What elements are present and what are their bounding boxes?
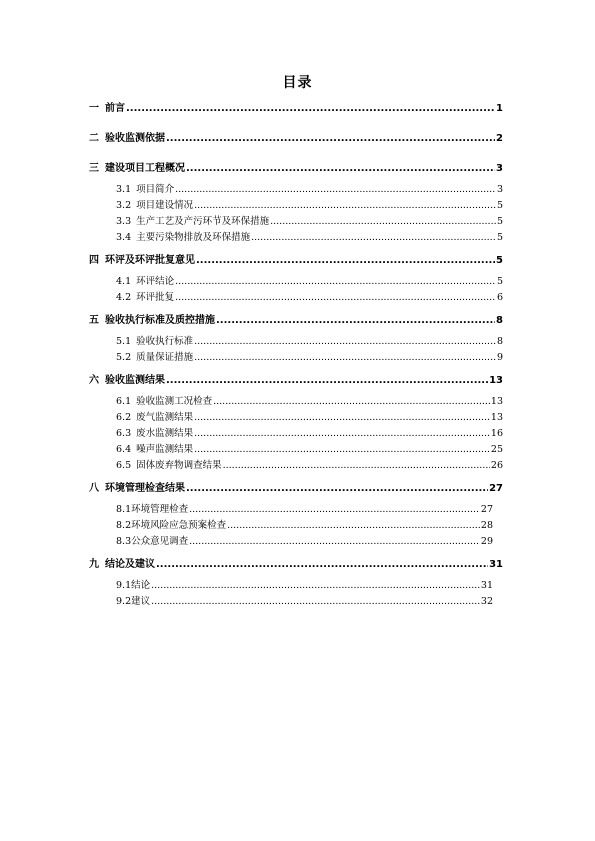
toc-entry[interactable] bbox=[116, 501, 493, 515]
toc-entry-number: 八 bbox=[89, 483, 99, 494]
toc-entry-number: 3.3 bbox=[116, 216, 132, 227]
dot-leader bbox=[194, 336, 496, 347]
dot-leader bbox=[186, 483, 488, 494]
toc-entry-number: 3.1 bbox=[116, 184, 132, 195]
toc-entry-number: 4.2 bbox=[116, 292, 132, 303]
toc-entry[interactable] bbox=[116, 229, 503, 243]
toc-entry-label: 生产工艺及产污环节及环保措施 bbox=[136, 216, 270, 227]
toc-entry-page-number: 29 bbox=[480, 536, 493, 547]
dot-leader bbox=[189, 536, 480, 547]
toc-entry-number: 二 bbox=[89, 133, 99, 144]
toc-entry-page-number: 3 bbox=[496, 163, 503, 174]
toc-entry-label: 验收监测结果 bbox=[105, 375, 165, 386]
dot-leader bbox=[166, 375, 488, 386]
dot-leader bbox=[175, 184, 496, 195]
toc-entry-page-number: 5 bbox=[496, 255, 503, 266]
toc-entry-number: 4.1 bbox=[116, 276, 132, 287]
toc-entry-label: 验收监测工况检查 bbox=[136, 396, 213, 407]
dot-leader bbox=[213, 396, 490, 407]
toc-entry-number: 8.1 bbox=[116, 504, 132, 515]
toc-entry-label: 项目建设情况 bbox=[136, 200, 194, 211]
toc-entry-label: 验收监测依据 bbox=[105, 133, 165, 144]
toc-entry-label: 固体废弃物调查结果 bbox=[136, 460, 222, 471]
toc-entry-label: 结论及建议 bbox=[105, 559, 155, 570]
dot-leader bbox=[251, 232, 496, 243]
toc-entry-label: 主要污染物排放及环保措施 bbox=[136, 232, 251, 243]
toc-entry[interactable] bbox=[89, 371, 503, 386]
toc-entry[interactable] bbox=[116, 425, 503, 439]
toc-entry-page-number: 27 bbox=[480, 504, 493, 515]
toc-entry-label: 噪声监测结果 bbox=[136, 444, 194, 455]
toc-entry-label: 公众意见调查 bbox=[131, 536, 189, 547]
dot-leader bbox=[196, 255, 495, 266]
dot-leader bbox=[166, 133, 495, 144]
dot-leader bbox=[186, 163, 495, 174]
toc-entry-label: 质量保证措施 bbox=[136, 352, 194, 363]
toc-entry-label: 环评结论 bbox=[136, 276, 175, 287]
toc-entry-page-number: 5 bbox=[496, 232, 503, 243]
dot-leader bbox=[156, 559, 488, 570]
toc-entry[interactable] bbox=[89, 251, 503, 266]
toc-entry-label: 建议 bbox=[131, 596, 151, 607]
toc-entry-page-number: 5 bbox=[496, 276, 503, 287]
toc-entry[interactable] bbox=[89, 159, 503, 174]
toc-entry-number: 3.2 bbox=[116, 200, 132, 211]
toc-entry-page-number: 16 bbox=[490, 428, 503, 439]
toc-entry-page-number: 32 bbox=[480, 596, 493, 607]
page-title: 目录 bbox=[282, 75, 313, 91]
dot-leader bbox=[194, 444, 490, 455]
toc-entry-page-number: 8 bbox=[496, 315, 503, 326]
toc-entry[interactable] bbox=[116, 333, 503, 347]
toc-entry-page-number: 28 bbox=[480, 520, 493, 531]
toc-entry-label: 项目简介 bbox=[136, 184, 175, 195]
toc-entry[interactable] bbox=[116, 441, 503, 455]
toc-entry-label: 环评批复 bbox=[136, 292, 175, 303]
toc-entry-number: 3.4 bbox=[116, 232, 132, 243]
toc-entry-number: 六 bbox=[89, 375, 99, 386]
dot-leader bbox=[227, 520, 480, 531]
toc-entry-number: 6.2 bbox=[116, 412, 132, 423]
toc-entry-number: 9.1 bbox=[116, 580, 132, 591]
toc-entry[interactable] bbox=[89, 311, 503, 326]
toc-entry[interactable] bbox=[116, 409, 503, 423]
toc-entry[interactable] bbox=[116, 213, 503, 227]
dot-leader bbox=[194, 412, 490, 423]
toc-entry[interactable] bbox=[116, 517, 493, 531]
dot-leader bbox=[175, 292, 496, 303]
toc-entry[interactable] bbox=[116, 349, 503, 363]
toc-entry[interactable] bbox=[116, 457, 503, 471]
toc-entry-page-number: 9 bbox=[496, 352, 503, 363]
toc-entry-number: 一 bbox=[89, 103, 99, 114]
toc-entry-page-number: 3 bbox=[496, 184, 503, 195]
dot-leader bbox=[216, 315, 495, 326]
dot-leader bbox=[194, 200, 496, 211]
toc-entry-label: 废水监测结果 bbox=[136, 428, 194, 439]
toc-entry[interactable] bbox=[89, 99, 503, 114]
toc-entry-page-number: 13 bbox=[490, 412, 503, 423]
dot-leader bbox=[194, 428, 490, 439]
toc-entry-number: 8.3 bbox=[116, 536, 132, 547]
toc-entry-page-number: 31 bbox=[480, 580, 493, 591]
toc-entry-number: 9.2 bbox=[116, 596, 132, 607]
toc-entry-page-number: 6 bbox=[496, 292, 503, 303]
toc-entry-label: 验收执行标准 bbox=[136, 336, 194, 347]
toc-entry[interactable] bbox=[116, 533, 493, 547]
toc-entry-number: 5.1 bbox=[116, 336, 132, 347]
dot-leader bbox=[194, 352, 496, 363]
toc-entry[interactable] bbox=[116, 197, 503, 211]
toc-entry[interactable] bbox=[116, 577, 493, 591]
toc-entry-number: 五 bbox=[89, 315, 99, 326]
toc-entry-page-number: 5 bbox=[496, 216, 503, 227]
dot-leader bbox=[223, 460, 490, 471]
toc-entry[interactable] bbox=[116, 393, 503, 407]
toc-entry[interactable] bbox=[116, 273, 503, 287]
toc-entry-label: 环境风险应急预案检查 bbox=[131, 520, 227, 531]
toc-entry-page-number: 13 bbox=[490, 396, 503, 407]
toc-entry-page-number: 1 bbox=[496, 103, 503, 114]
toc-entry-number: 四 bbox=[89, 255, 99, 266]
toc-entry[interactable] bbox=[89, 555, 503, 570]
dot-leader bbox=[189, 504, 480, 515]
dot-leader bbox=[270, 216, 496, 227]
toc-entry-label: 环境管理检查 bbox=[131, 504, 189, 515]
toc-entry-label: 验收执行标准及质控措施 bbox=[105, 315, 215, 326]
toc-entry-page-number: 8 bbox=[496, 336, 503, 347]
toc-entry[interactable] bbox=[116, 593, 493, 607]
toc-entry-label: 结论 bbox=[131, 580, 151, 591]
dot-leader bbox=[175, 276, 496, 287]
toc-entry-label: 建设项目工程概况 bbox=[105, 163, 185, 174]
toc-entry-number: 6.4 bbox=[116, 444, 132, 455]
toc-entry[interactable] bbox=[89, 129, 503, 144]
toc-entry-page-number: 5 bbox=[496, 200, 503, 211]
toc-entry-page-number: 26 bbox=[490, 460, 503, 471]
toc-entry-label: 前言 bbox=[105, 103, 125, 114]
toc-entry-page-number: 27 bbox=[489, 483, 503, 494]
toc-entry-label: 环评及环评批复意见 bbox=[105, 255, 195, 266]
toc-entry-number: 九 bbox=[89, 559, 99, 570]
toc-entry-page-number: 31 bbox=[489, 559, 503, 570]
toc-entry[interactable] bbox=[116, 289, 503, 303]
toc-entry-page-number: 25 bbox=[490, 444, 503, 455]
toc-entry-label: 废气监测结果 bbox=[136, 412, 194, 423]
toc-entry-number: 6.1 bbox=[116, 396, 132, 407]
toc-entry-number: 6.5 bbox=[116, 460, 132, 471]
toc-entry-number: 三 bbox=[89, 163, 99, 174]
dot-leader bbox=[126, 103, 495, 114]
toc-entry[interactable] bbox=[89, 479, 503, 494]
toc-entry-label: 环境管理检查结果 bbox=[105, 483, 185, 494]
toc-entry-page-number: 13 bbox=[489, 375, 503, 386]
toc-entry-number: 6.3 bbox=[116, 428, 132, 439]
toc-entry-page-number: 2 bbox=[496, 133, 503, 144]
toc-entry-number: 5.2 bbox=[116, 352, 132, 363]
toc-entry-number: 8.2 bbox=[116, 520, 132, 531]
toc-entry[interactable] bbox=[116, 181, 503, 195]
dot-leader bbox=[151, 596, 480, 607]
dot-leader bbox=[151, 580, 480, 591]
